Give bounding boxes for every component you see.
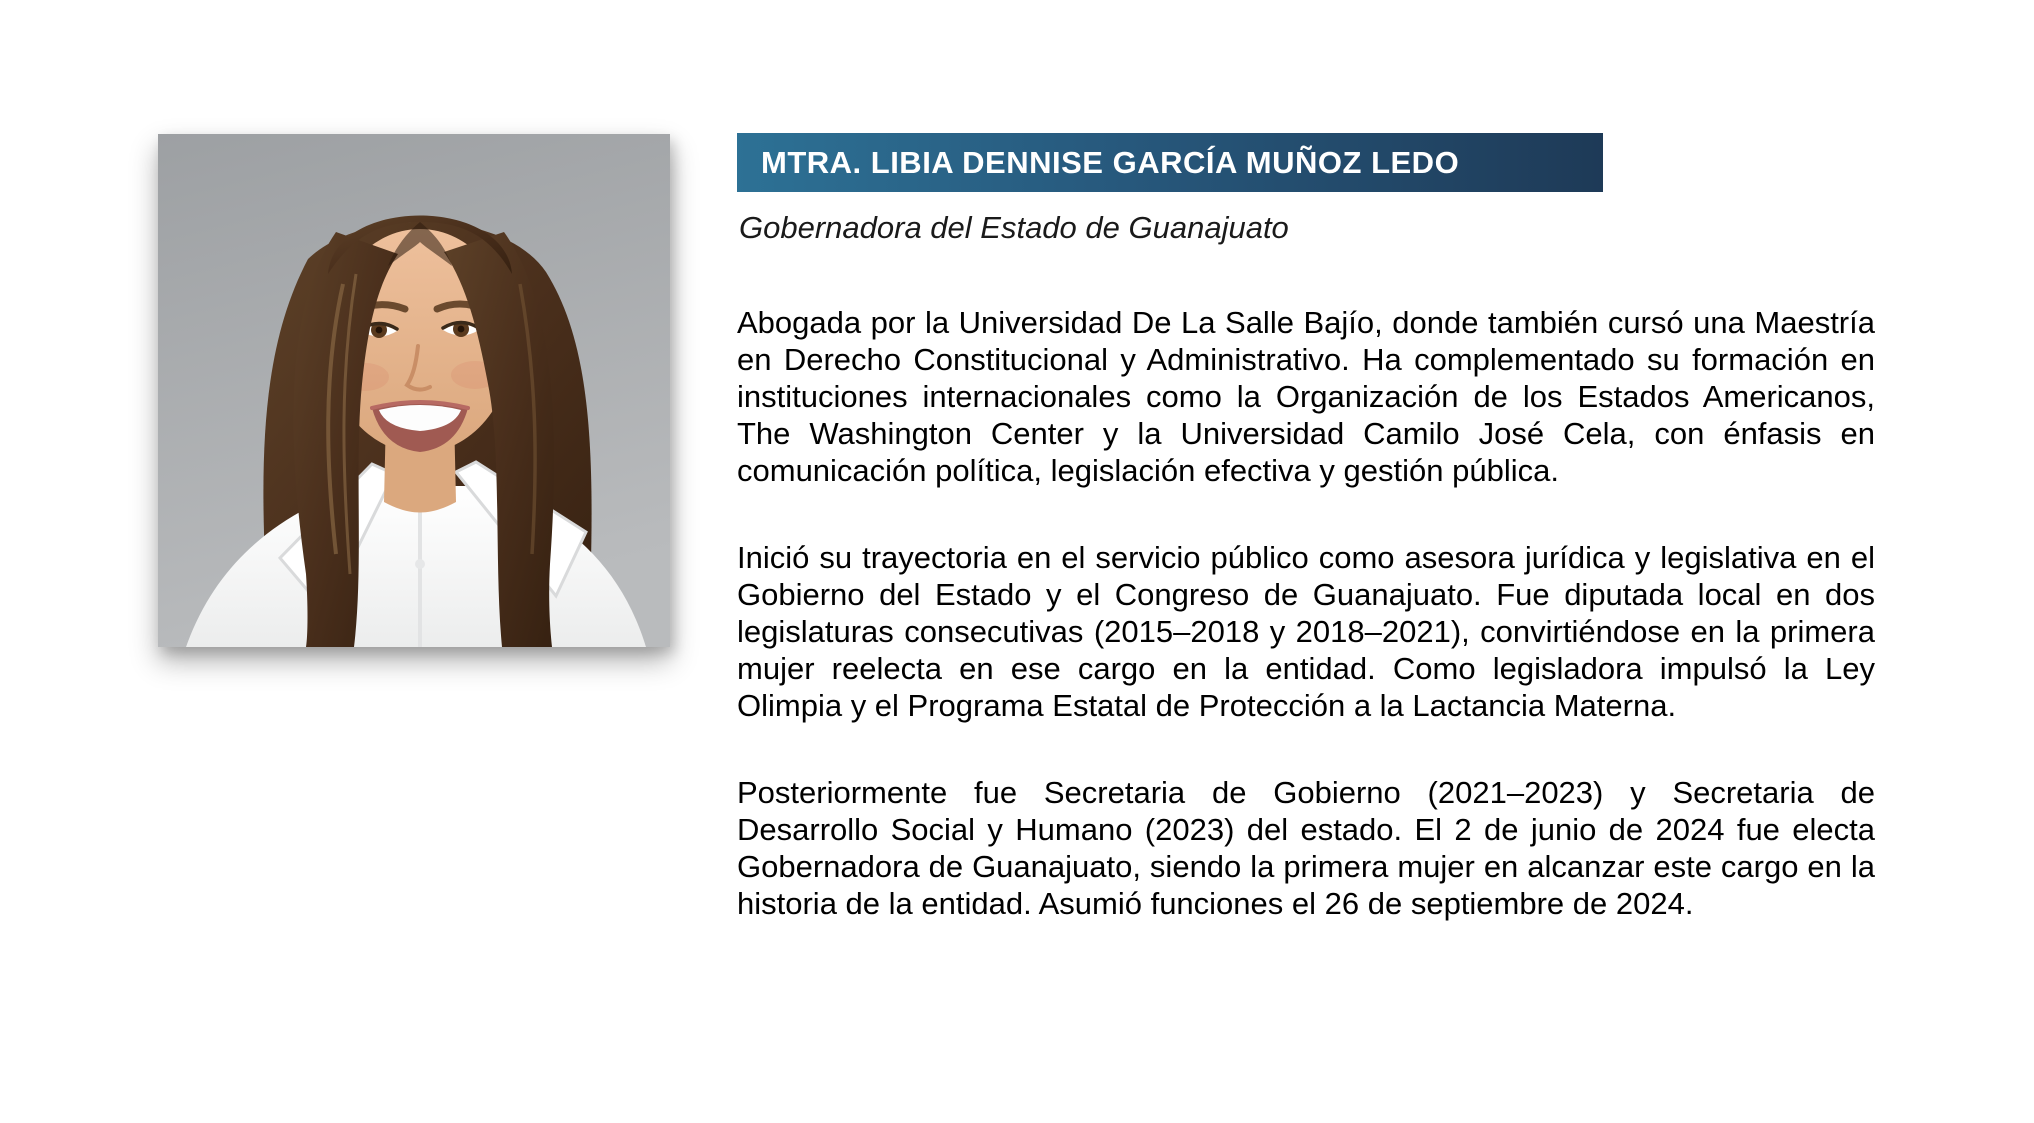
- name-banner: [737, 133, 1603, 192]
- role-subtitle: Gobernadora del Estado de Guanajuato: [739, 210, 1289, 245]
- biography: [737, 304, 1875, 922]
- portrait-illustration: [158, 134, 670, 647]
- name-banner-text: MTRA. LIBIA DENNISE GARCÍA MUÑOZ LEDO: [761, 145, 1460, 180]
- bio-paragraph-career: Inició su trayectoria en el servicio público como asesora jurídica y legislativa en el Gobierno del Estado y el Congreso de Guanajuato. Fue diputada local en dos legislaturas consecutivas (2015–2018 y 2018–2021), convirtiéndose en la primera mujer reelecta en ese cargo en la entidad. Como legisladora impulsó la Ley Olimpia y el Programa Estatal de Protección a la Lactancia Materna.: [737, 540, 1875, 723]
- bio-paragraph-education: Abogada por la Universidad De La Salle Bajío, donde también cursó una Maestría en Derecho Constitucional y Administrativo. Ha complementado su formación en instituciones internacionales como la Organización de los Estados Americanos, The Washington Center y la Universidad Camilo José Cela, con énfasis en comunicación política, legislación efectiva y gestión pública.: [737, 305, 1875, 488]
- bio-content: [737, 133, 1875, 922]
- portrait-photo: [158, 134, 670, 647]
- bio-paragraph-governor: Posteriormente fue Secretaria de Gobierno (2021–2023) y Secretaria de Desarrollo Social y Humano (2023) del estado. El 2 de junio de 2024 fue electa Gobernadora de Guanajuato, siendo la primera mujer en alcanzar este cargo en la historia de la entidad. Asumió funciones el 26 de septiembre de 2024.: [737, 775, 1875, 921]
